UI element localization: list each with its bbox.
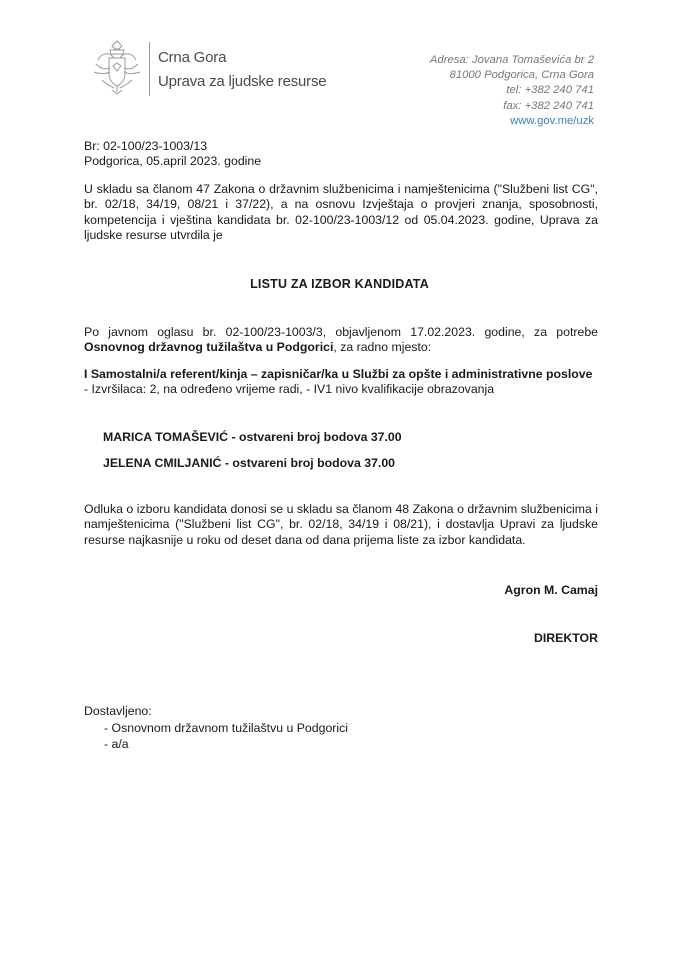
- coat-of-arms-icon: [92, 38, 142, 96]
- delivered-label: Dostavljeno:: [84, 704, 152, 718]
- phone: tel: +382 240 741: [506, 84, 594, 97]
- signatory-name: Agron M. Camaj: [504, 583, 598, 597]
- signatory-title: DIREKTOR: [534, 631, 598, 645]
- position-block: [84, 367, 598, 398]
- org-unit: Uprava za ljudske resurse: [158, 73, 327, 90]
- org-block: [158, 46, 326, 94]
- reference-block: [84, 139, 598, 170]
- candidate-1: MARICA TOMAŠEVIĆ - ostvareni broj bodova 37.00: [103, 430, 402, 444]
- document-title: LISTU ZA IZBOR KANDIDATA: [250, 277, 429, 291]
- list-item: - a/a: [104, 736, 348, 752]
- header-divider: [149, 42, 150, 96]
- reference-number: Br: 02-100/23-1003/13: [84, 139, 208, 153]
- contact-block: [430, 53, 594, 129]
- position-title: I Samostalni/a referent/kinja – zapisničar/ka u Službi za opšte i administrativne poslove: [84, 367, 593, 381]
- candidate-2: JELENA CMILJANIĆ - ostvareni broj bodova 37.00: [103, 456, 395, 470]
- place-date: Podgorica, 05.april 2023. godine: [84, 154, 262, 169]
- website-link[interactable]: www.gov.me/uzk: [510, 114, 594, 127]
- address-line-1: Adresa: Jovana Tomaševića br 2: [429, 54, 594, 66]
- closing-paragraph: Odluka o izboru kandidata donosi se u skladu sa članom 48 Zakona o državnim službenicima i namještenicima ("Službeni list CG", br. 02/18, 34/19 i 08/21), i dostavlja Upravi za ljudske resurse najkasnije u roku od deset dana od dana prijema liste za izbor kandidata.: [84, 502, 598, 547]
- delivered-list: [104, 720, 348, 752]
- position-details: - Izvršilaca: 2, na određeno vrijeme radi, - IV1 nivo kvalifikacije obrazovanja: [84, 382, 495, 397]
- fax: fax: +382 240 741: [503, 99, 594, 112]
- oglas-paragraph: [84, 325, 598, 356]
- institution-name: Osnovnog državnog tužilaštva u Podgorici: [84, 340, 334, 355]
- list-item: - Osnovnom državnom tužilaštvu u Podgorici: [104, 720, 348, 736]
- oglas-suffix: , za radno mjesto:: [333, 340, 432, 355]
- address-line-2: 81000 Podgorica, Crna Gora: [449, 69, 594, 82]
- org-name: Crna Gora: [158, 49, 227, 66]
- intro-paragraph: U skladu sa članom 47 Zakona o državnim službenicima i namještenicima ("Službeni list CG", br. 02/18, 34/19, 08/21 i 37/22), a na osnovu Izvještaja o provjeri znanja, sposobnosti, kompetencija i vještina kandidata br. 02-100/23-1003/12 od 05.04.2023. godine, Uprava za ljudske resurse utvrdila je: [84, 182, 598, 243]
- oglas-text: Po javnom oglasu br. 02-100/23-1003/3, objavljenom 17.02.2023. godine, za potrebe: [84, 325, 598, 339]
